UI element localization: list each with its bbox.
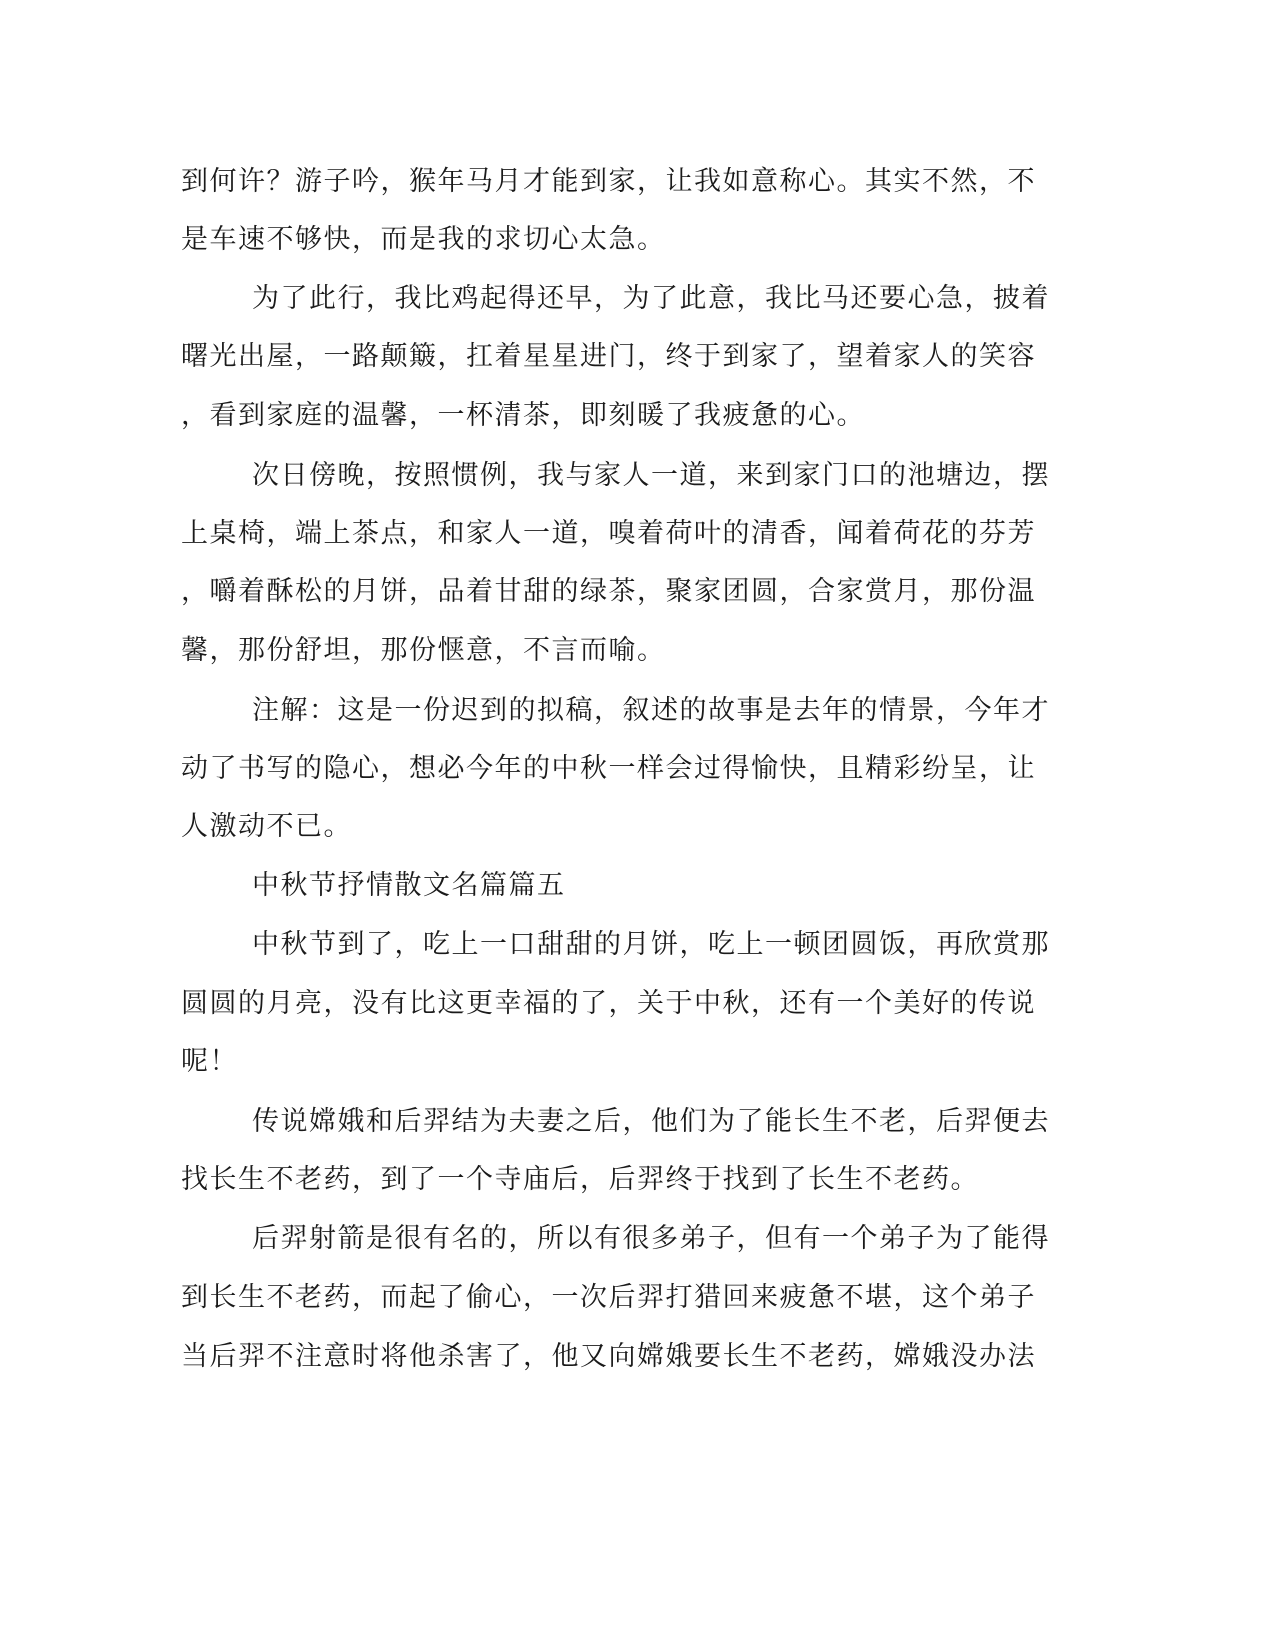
text-line: 注解：这是一份迟到的拟稿，叙述的故事是去年的情景，今年才 xyxy=(252,695,1050,726)
text-line: 后羿射箭是很有名的，所以有很多弟子，但有一个弟子为了能得 xyxy=(252,1223,1050,1254)
text-line: 为了此行，我比鸡起得还早，为了此意，我比马还要心急，披着 xyxy=(252,283,1050,314)
text-line: 馨，那份舒坦，那份惬意，不言而喻。 xyxy=(181,635,666,666)
text-line: 中秋节到了，吃上一口甜甜的月饼，吃上一顿团圆饭，再欣赏那 xyxy=(252,929,1050,960)
text-line: 人激动不已。 xyxy=(181,811,352,842)
text-line: 找长生不老药，到了一个寺庙后，后羿终于找到了长生不老药。 xyxy=(181,1164,979,1195)
text-line: 呢！ xyxy=(181,1046,238,1077)
text-line: 曙光出屋，一路颠簸，扛着星星进门，终于到家了，望着家人的笑容 xyxy=(181,341,1036,372)
text-line: 到长生不老药，而起了偷心，一次后羿打猎回来疲惫不堪，这个弟子 xyxy=(181,1282,1036,1313)
text-line: 传说嫦娥和后羿结为夫妻之后，他们为了能长生不老，后羿便去 xyxy=(252,1106,1050,1137)
text-line: 动了书写的隐心，想必今年的中秋一样会过得愉快，且精彩纷呈，让 xyxy=(181,753,1036,784)
text-line: 圆圆的月亮，没有比这更幸福的了，关于中秋，还有一个美好的传说 xyxy=(181,988,1036,1019)
text-line: 次日傍晚，按照惯例，我与家人一道，来到家门口的池塘边，摆 xyxy=(252,460,1050,491)
text-line: 是车速不够快，而是我的求切心太急。 xyxy=(181,224,666,255)
text-line: ，看到家庭的温馨，一杯清茶，即刻暖了我疲惫的心。 xyxy=(181,400,865,431)
text-line: 上桌椅，端上茶点，和家人一道，嗅着荷叶的清香，闻着荷花的芬芳 xyxy=(181,518,1036,549)
text-line: 当后羿不注意时将他杀害了，他又向嫦娥要长生不老药，嫦娥没办法 xyxy=(181,1341,1036,1372)
section-heading: 中秋节抒情散文名篇篇五 xyxy=(252,870,566,901)
text-line: 到何许？游子吟，猴年马月才能到家，让我如意称心。其实不然，不 xyxy=(181,166,1036,197)
text-line: ，嚼着酥松的月饼，品着甘甜的绿茶，聚家团圆，合家赏月，那份温 xyxy=(181,576,1036,607)
